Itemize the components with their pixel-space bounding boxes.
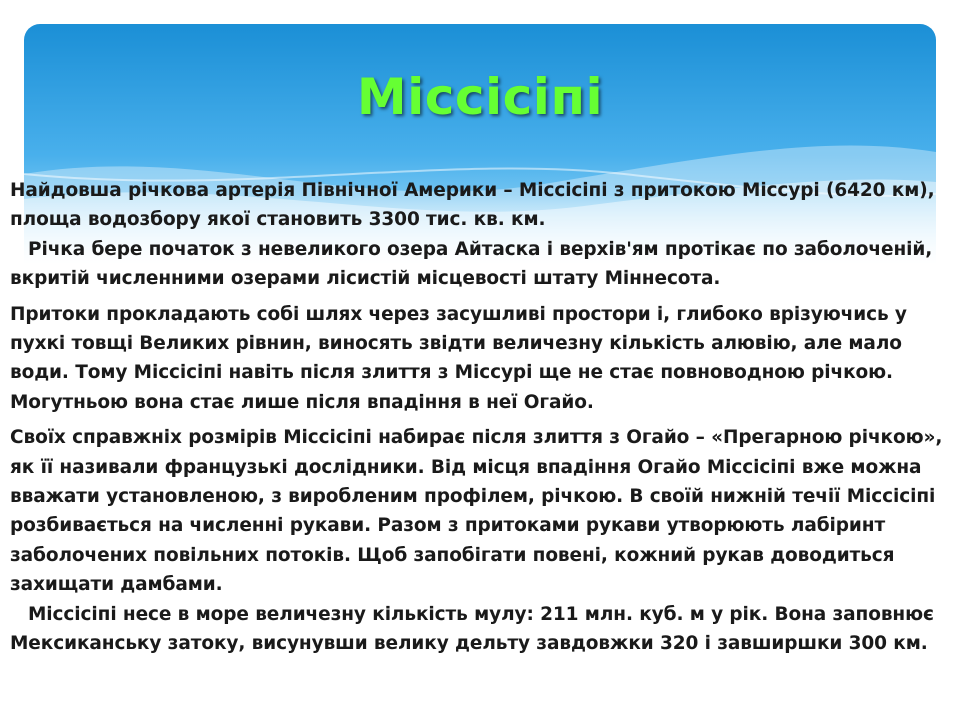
paragraph-4: Своїх справжніх розмірів Міссісіпі набирає після злиття з Огайо – «Прегарною річкою», як її називали французькі дослідники. Від місця впадіння Огайо Міссісіпі вже можна вважати установленою, з виробленим профілем, річкою. В своїй нижній течії Міссісіпі розбивається на численні рукави. Разом з притоками рукави утворюють лабіринт заболочених повільних потоків. Щоб запобігати повені, кожний рукав доводиться захищати дамбами. — [10, 427, 943, 596]
paragraph-3: Притоки прокладають собі шлях через засушливі простори і, глибоко врізуючись у пухкі товщі Великих рівнин, виносять звідти величезну кількість алювію, але мало води. Тому Міссісіпі навіть після злиття з Міссурі ще не стає повноводною річкою. Могутньою вона стає лише після впадіння в неї Огайо. — [10, 303, 907, 413]
paragraph-1: Найдовша річкова артерія Північної Америки – Міссісіпі з притокою Міссурі (6420 км), площа водозбору якої становить 3300 тис. кв. км. — [10, 180, 935, 231]
slide-title: Міссісіпі — [356, 68, 604, 126]
paragraph-5: Міссісіпі несе в море величезну кількість мулу: 211 млн. куб. м у рік. Вона заповнює Мексиканську затоку, висунувши велику дельту завдовжки 320 і завширшки 300 км. — [10, 603, 934, 655]
slide-body — [10, 176, 945, 659]
paragraph-2: Річка бере початок з невеликого озера Айтаска і верхів'ям протікає по заболоченій, вкритій численними озерами лісистій місцевості штату Міннесота. — [10, 238, 933, 290]
